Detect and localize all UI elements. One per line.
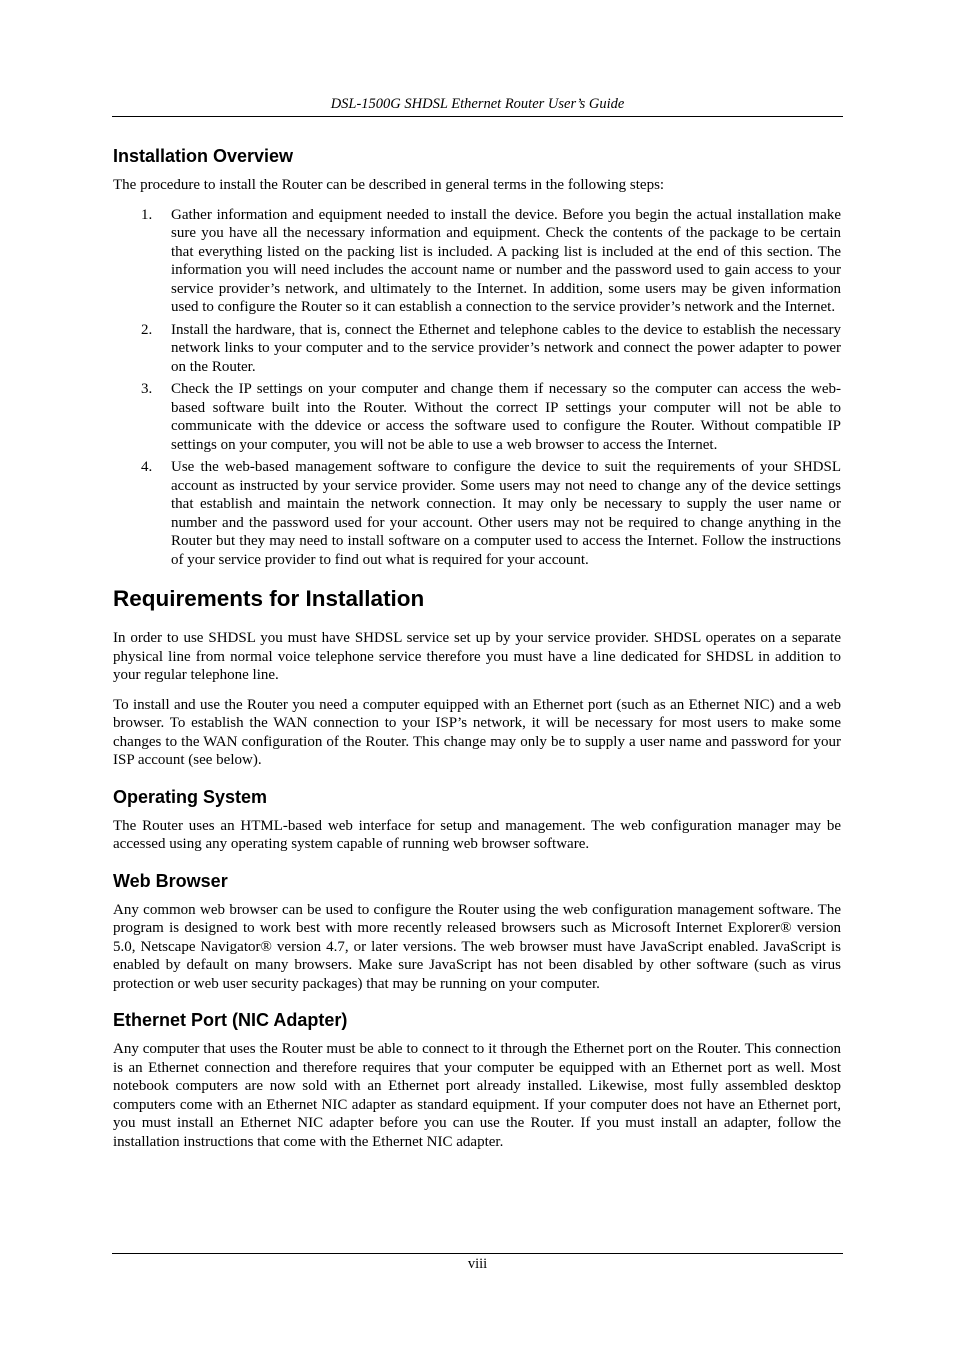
header-rule bbox=[112, 116, 843, 117]
ethernet-port-heading: Ethernet Port (NIC Adapter) bbox=[113, 1010, 348, 1030]
web-browser-paragraph: Any common web browser can be used to configure the Router using the web configuration management software. The program is designed to work best with more recently released browsers such as Microsoft Internet Explorer® version 5.0, Netscape Navigator® version 4.7, or later versions. The web browser must have JavaScript enabled. JavaScript is enabled by default on many browsers. Make sure JavaScript has not been disabled by other software (such as virus protection or web user security packages) that may be running on your computer. bbox=[113, 901, 841, 992]
list-item bbox=[113, 206, 841, 317]
requirements-paragraph: To install and use the Router you need a computer equipped with an Ethernet port (such as an Ethernet NIC) and a web browser. To establish the WAN connection to your ISP’s network, it will be necessary for most users to make some changes to the WAN configuration of the Router. This change may only be to supply a user name and password for your ISP account (see below). bbox=[113, 696, 841, 768]
requirements-paragraph: In order to use SHDSL you must have SHDSL service set up by your service provider. SHDSL operates on a separate physical line from normal voice telephone service therefore you must have a line dedicated for SHDSL in addition to your regular telephone line. bbox=[113, 630, 841, 683]
step-number: 3. bbox=[141, 381, 153, 397]
running-header: DSL-1500G SHDSL Ethernet Router User’s Guide bbox=[330, 96, 625, 112]
step-number: 2. bbox=[141, 321, 153, 338]
step-text: Gather information and equipment needed to install the device. Before you begin the actual installation make sure you have all the necessary information and equipment. Check the contents of the package to be certain that everything listed on the packing list is included. A packing list is included at the end of this section. The information you will need includes the account name or number and the password used to gain access to your service provider’s network, and ultimately to the Internet. In addition, some users may be given information used to configure the Router so it can establish a connection to the service provider’s network and the Internet. bbox=[171, 206, 841, 315]
step-text: Install the hardware, that is, connect the Ethernet and telephone cables to the device to establish the necessary network links to your computer and to the service provider’s network and connect the power adapter to power on the Router. bbox=[171, 321, 841, 375]
footer-rule bbox=[112, 1253, 843, 1254]
requirements-heading: Requirements for Installation bbox=[113, 586, 425, 611]
list-item bbox=[113, 458, 841, 569]
web-browser-heading: Web Browser bbox=[113, 870, 228, 891]
page-content bbox=[113, 145, 841, 1162]
page-number: viii bbox=[467, 1256, 488, 1272]
step-text: Check the IP settings on your computer and change them if necessary so the computer can access the web-based software built into the Router. Without the correct IP settings your computer will not be able to communicate with the ddevice or access the software used to configure the Router. Without compatible IP settings on your computer, you will not be able to use a web browser to access the Internet. bbox=[171, 381, 841, 453]
installation-overview-heading: Installation Overview bbox=[113, 146, 294, 166]
operating-system-paragraph: The Router uses an HTML-based web interface for setup and management. The web configuration manager may be accessed using any operating system capable of running web browser software. bbox=[113, 817, 841, 852]
step-number: 1. bbox=[141, 206, 153, 223]
list-item bbox=[113, 321, 841, 377]
list-item bbox=[113, 380, 841, 454]
operating-system-heading: Operating System bbox=[113, 786, 268, 807]
ethernet-port-paragraph: Any computer that uses the Router must be able to connect to it through the Ethernet port on the Router. This connection is an Ethernet connection and therefore requires that your computer be equipped with an Ethernet port as well. Most notebook computers are now sold with an Ethernet port already installed. Likewise, most fully assembled desktop computers come with an Ethernet NIC adapter as standard equipment. If your computer does not have an Ethernet port, you must install an Ethernet NIC adapter before you can use the Router. If you must install an adapter, follow the installation instructions that come with the Ethernet NIC adapter. bbox=[113, 1041, 841, 1150]
installation-overview-intro: The procedure to install the Router can be described in general terms in the following steps: bbox=[113, 177, 665, 193]
step-number: 4. bbox=[141, 459, 153, 475]
installation-steps-list bbox=[113, 206, 841, 570]
step-text: Use the web-based management software to configure the device to suit the requirements of your SHDSL account as instructed by your service provider. Some users may not need to change any of the device settings that establish and maintain the network connection. It may only be necessary to supply the user name or number and the password used for your account. Other users may not be required to change anything in the Router but they may need to install software on a computer used to access the Internet. Follow the instructions of your service provider to find out what is required for your account. bbox=[171, 459, 841, 568]
